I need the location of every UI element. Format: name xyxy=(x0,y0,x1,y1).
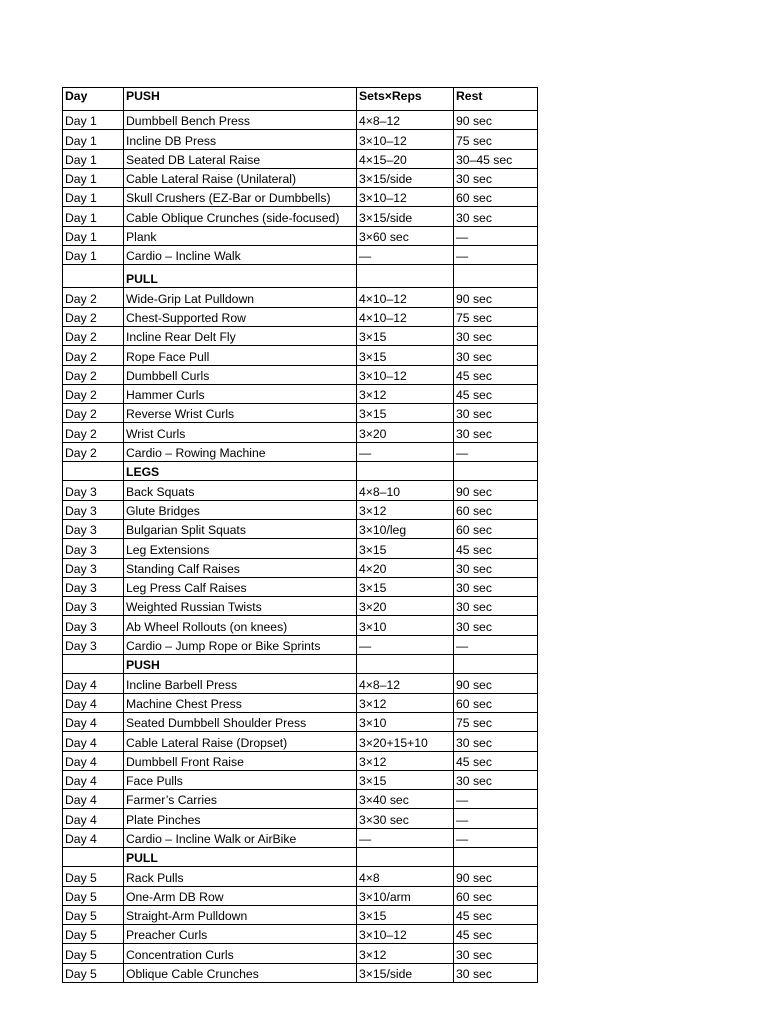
section-rest-cell xyxy=(454,462,538,481)
sets-reps-cell: 3×12 xyxy=(357,944,454,963)
day-cell: Day 3 xyxy=(63,519,124,538)
table-row xyxy=(63,365,538,384)
sets-reps-cell: 3×10–12 xyxy=(357,130,454,149)
rest-cell: 30 sec xyxy=(454,346,538,365)
table-row xyxy=(63,693,538,712)
exercise-cell: One-Arm DB Row xyxy=(124,886,357,905)
table-row xyxy=(63,732,538,751)
rest-cell: — xyxy=(454,790,538,809)
table-row xyxy=(63,207,538,226)
section-sets-cell xyxy=(357,847,454,866)
sets-reps-cell: 3×30 sec xyxy=(357,809,454,828)
sets-reps-cell: 3×20 xyxy=(357,597,454,616)
sets-reps-cell: 4×10–12 xyxy=(357,288,454,307)
rest-cell: 30 sec xyxy=(454,616,538,635)
section-day-cell xyxy=(63,462,124,481)
day-cell: Day 3 xyxy=(63,500,124,519)
rest-cell: 30 sec xyxy=(454,770,538,789)
sets-reps-cell: 3×12 xyxy=(357,384,454,403)
rest-cell: 60 sec xyxy=(454,886,538,905)
rest-cell: 90 sec xyxy=(454,288,538,307)
day-cell: Day 5 xyxy=(63,944,124,963)
sets-reps-cell: — xyxy=(357,635,454,654)
table-row xyxy=(63,963,538,982)
sets-reps-cell: 3×15/side xyxy=(357,168,454,187)
exercise-cell: Wide-Grip Lat Pulldown xyxy=(124,288,357,307)
rest-cell: — xyxy=(454,828,538,847)
sets-reps-cell: 3×10/leg xyxy=(357,519,454,538)
exercise-cell: Ab Wheel Rollouts (on knees) xyxy=(124,616,357,635)
exercise-cell: Concentration Curls xyxy=(124,944,357,963)
sets-reps-cell: 3×10–12 xyxy=(357,925,454,944)
table-row xyxy=(63,867,538,886)
header-exercise: PUSH xyxy=(124,88,357,111)
rest-cell: — xyxy=(454,226,538,245)
rest-cell: 30 sec xyxy=(454,423,538,442)
exercise-cell: Machine Chest Press xyxy=(124,693,357,712)
table-row xyxy=(63,558,538,577)
table-row xyxy=(63,149,538,168)
sets-reps-cell: 3×12 xyxy=(357,751,454,770)
day-cell: Day 1 xyxy=(63,168,124,187)
sets-reps-cell: 3×40 sec xyxy=(357,790,454,809)
sets-reps-cell: 3×10–12 xyxy=(357,365,454,384)
table-row xyxy=(63,905,538,924)
exercise-cell: Dumbbell Curls xyxy=(124,365,357,384)
day-cell: Day 1 xyxy=(63,188,124,207)
exercise-cell: Incline Barbell Press xyxy=(124,674,357,693)
day-cell: Day 1 xyxy=(63,111,124,130)
rest-cell: — xyxy=(454,809,538,828)
exercise-cell: Hammer Curls xyxy=(124,384,357,403)
rest-cell: 30 sec xyxy=(454,963,538,982)
day-cell: Day 3 xyxy=(63,616,124,635)
section-row xyxy=(63,655,538,674)
section-name: PULL xyxy=(124,847,357,866)
table-row xyxy=(63,346,538,365)
sets-reps-cell: 3×15/side xyxy=(357,207,454,226)
exercise-cell: Wrist Curls xyxy=(124,423,357,442)
table-header-row xyxy=(63,88,538,111)
exercise-cell: Farmer’s Carries xyxy=(124,790,357,809)
table-row xyxy=(63,539,538,558)
exercise-cell: Cardio – Incline Walk or AirBike xyxy=(124,828,357,847)
day-cell: Day 4 xyxy=(63,790,124,809)
exercise-cell: Dumbbell Front Raise xyxy=(124,751,357,770)
exercise-cell: Skull Crushers (EZ-Bar or Dumbbells) xyxy=(124,188,357,207)
day-cell: Day 2 xyxy=(63,346,124,365)
table-row xyxy=(63,635,538,654)
exercise-cell: Cable Lateral Raise (Unilateral) xyxy=(124,168,357,187)
header-sets-reps: Sets×Reps xyxy=(357,88,454,111)
table-row xyxy=(63,674,538,693)
section-day-cell xyxy=(63,655,124,674)
rest-cell: 45 sec xyxy=(454,365,538,384)
rest-cell: 60 sec xyxy=(454,188,538,207)
sets-reps-cell: 3×15 xyxy=(357,326,454,345)
section-name: PUSH xyxy=(124,655,357,674)
exercise-cell: Leg Extensions xyxy=(124,539,357,558)
day-cell: Day 1 xyxy=(63,130,124,149)
day-cell: Day 5 xyxy=(63,925,124,944)
sets-reps-cell: 3×15 xyxy=(357,770,454,789)
exercise-cell: Face Pulls xyxy=(124,770,357,789)
section-row xyxy=(63,462,538,481)
rest-cell: 75 sec xyxy=(454,307,538,326)
section-name: LEGS xyxy=(124,462,357,481)
exercise-cell: Leg Press Calf Raises xyxy=(124,577,357,596)
day-cell: Day 5 xyxy=(63,886,124,905)
exercise-cell: Seated Dumbbell Shoulder Press xyxy=(124,712,357,731)
exercise-cell: Seated DB Lateral Raise xyxy=(124,149,357,168)
rest-cell: 30–45 sec xyxy=(454,149,538,168)
sets-reps-cell: 3×15 xyxy=(357,346,454,365)
rest-cell: 45 sec xyxy=(454,905,538,924)
table-row xyxy=(63,500,538,519)
table-row xyxy=(63,326,538,345)
table-row xyxy=(63,828,538,847)
day-cell: Day 3 xyxy=(63,481,124,500)
sets-reps-cell: 3×15 xyxy=(357,577,454,596)
rest-cell: 90 sec xyxy=(454,674,538,693)
day-cell: Day 1 xyxy=(63,207,124,226)
day-cell: Day 4 xyxy=(63,693,124,712)
sets-reps-cell: 4×8–12 xyxy=(357,674,454,693)
sets-reps-cell: 3×12 xyxy=(357,693,454,712)
exercise-cell: Plank xyxy=(124,226,357,245)
day-cell: Day 1 xyxy=(63,246,124,265)
sets-reps-cell: 3×10 xyxy=(357,616,454,635)
day-cell: Day 4 xyxy=(63,732,124,751)
rest-cell: — xyxy=(454,442,538,461)
day-cell: Day 4 xyxy=(63,712,124,731)
table-row xyxy=(63,188,538,207)
exercise-cell: Chest-Supported Row xyxy=(124,307,357,326)
exercise-cell: Dumbbell Bench Press xyxy=(124,111,357,130)
sets-reps-cell: 3×15/side xyxy=(357,963,454,982)
rest-cell: 60 sec xyxy=(454,519,538,538)
table-row xyxy=(63,404,538,423)
rest-cell: — xyxy=(454,635,538,654)
table-row xyxy=(63,519,538,538)
day-cell: Day 3 xyxy=(63,558,124,577)
day-cell: Day 2 xyxy=(63,288,124,307)
table-row xyxy=(63,577,538,596)
sets-reps-cell: 3×15 xyxy=(357,539,454,558)
exercise-cell: Incline Rear Delt Fly xyxy=(124,326,357,345)
rest-cell: 30 sec xyxy=(454,404,538,423)
exercise-cell: Oblique Cable Crunches xyxy=(124,963,357,982)
exercise-cell: Reverse Wrist Curls xyxy=(124,404,357,423)
rest-cell: 90 sec xyxy=(454,867,538,886)
table-row xyxy=(63,442,538,461)
sets-reps-cell: 3×60 sec xyxy=(357,226,454,245)
sets-reps-cell: 3×10 xyxy=(357,712,454,731)
table-row xyxy=(63,790,538,809)
exercise-cell: Plate Pinches xyxy=(124,809,357,828)
sets-reps-cell: — xyxy=(357,828,454,847)
day-cell: Day 3 xyxy=(63,539,124,558)
day-cell: Day 5 xyxy=(63,963,124,982)
table-row xyxy=(63,226,538,245)
table-row xyxy=(63,288,538,307)
exercise-cell: Glute Bridges xyxy=(124,500,357,519)
header-rest: Rest xyxy=(454,88,538,111)
day-cell: Day 2 xyxy=(63,442,124,461)
exercise-cell: Rope Face Pull xyxy=(124,346,357,365)
sets-reps-cell: 3×15 xyxy=(357,905,454,924)
rest-cell: 75 sec xyxy=(454,130,538,149)
sets-reps-cell: 3×20+15+10 xyxy=(357,732,454,751)
rest-cell: 60 sec xyxy=(454,500,538,519)
day-cell: Day 1 xyxy=(63,149,124,168)
exercise-cell: Cardio – Rowing Machine xyxy=(124,442,357,461)
rest-cell: 75 sec xyxy=(454,712,538,731)
table-row xyxy=(63,712,538,731)
rest-cell: 30 sec xyxy=(454,732,538,751)
day-cell: Day 2 xyxy=(63,404,124,423)
day-cell: Day 3 xyxy=(63,635,124,654)
section-row xyxy=(63,265,538,288)
sets-reps-cell: 4×15–20 xyxy=(357,149,454,168)
table-row xyxy=(63,925,538,944)
sets-reps-cell: 4×8 xyxy=(357,867,454,886)
day-cell: Day 2 xyxy=(63,365,124,384)
exercise-cell: Straight-Arm Pulldown xyxy=(124,905,357,924)
exercise-cell: Back Squats xyxy=(124,481,357,500)
rest-cell: 90 sec xyxy=(454,111,538,130)
table-row xyxy=(63,944,538,963)
table-row xyxy=(63,809,538,828)
table-row xyxy=(63,597,538,616)
section-day-cell xyxy=(63,847,124,866)
rest-cell: 45 sec xyxy=(454,751,538,770)
table-row xyxy=(63,481,538,500)
section-name: PULL xyxy=(124,265,357,288)
rest-cell: — xyxy=(454,246,538,265)
rest-cell: 30 sec xyxy=(454,577,538,596)
section-rest-cell xyxy=(454,847,538,866)
rest-cell: 45 sec xyxy=(454,539,538,558)
sets-reps-cell: — xyxy=(357,246,454,265)
sets-reps-cell: 4×8–12 xyxy=(357,111,454,130)
day-cell: Day 3 xyxy=(63,577,124,596)
day-cell: Day 4 xyxy=(63,674,124,693)
exercise-cell: Rack Pulls xyxy=(124,867,357,886)
day-cell: Day 2 xyxy=(63,307,124,326)
table-row xyxy=(63,246,538,265)
rest-cell: 90 sec xyxy=(454,481,538,500)
section-rest-cell xyxy=(454,265,538,288)
rest-cell: 30 sec xyxy=(454,168,538,187)
section-day-cell xyxy=(63,265,124,288)
sets-reps-cell: — xyxy=(357,442,454,461)
sets-reps-cell: 3×15 xyxy=(357,404,454,423)
day-cell: Day 5 xyxy=(63,867,124,886)
table-row xyxy=(63,423,538,442)
exercise-cell: Weighted Russian Twists xyxy=(124,597,357,616)
rest-cell: 30 sec xyxy=(454,944,538,963)
day-cell: Day 1 xyxy=(63,226,124,245)
table-row xyxy=(63,886,538,905)
exercise-cell: Incline DB Press xyxy=(124,130,357,149)
section-row xyxy=(63,847,538,866)
day-cell: Day 2 xyxy=(63,326,124,345)
rest-cell: 30 sec xyxy=(454,558,538,577)
section-sets-cell xyxy=(357,265,454,288)
exercise-cell: Standing Calf Raises xyxy=(124,558,357,577)
rest-cell: 30 sec xyxy=(454,597,538,616)
exercise-cell: Preacher Curls xyxy=(124,925,357,944)
section-rest-cell xyxy=(454,655,538,674)
table-row xyxy=(63,130,538,149)
sets-reps-cell: 3×10/arm xyxy=(357,886,454,905)
day-cell: Day 4 xyxy=(63,770,124,789)
day-cell: Day 4 xyxy=(63,751,124,770)
rest-cell: 45 sec xyxy=(454,384,538,403)
day-cell: Day 4 xyxy=(63,828,124,847)
sets-reps-cell: 4×20 xyxy=(357,558,454,577)
sets-reps-cell: 3×20 xyxy=(357,423,454,442)
exercise-cell: Cardio – Jump Rope or Bike Sprints xyxy=(124,635,357,654)
section-sets-cell xyxy=(357,462,454,481)
day-cell: Day 2 xyxy=(63,384,124,403)
sets-reps-cell: 4×10–12 xyxy=(357,307,454,326)
table-row xyxy=(63,111,538,130)
rest-cell: 30 sec xyxy=(454,326,538,345)
rest-cell: 30 sec xyxy=(454,207,538,226)
workout-table xyxy=(62,87,538,983)
day-cell: Day 2 xyxy=(63,423,124,442)
day-cell: Day 5 xyxy=(63,905,124,924)
table-row xyxy=(63,616,538,635)
exercise-cell: Cable Oblique Crunches (side-focused) xyxy=(124,207,357,226)
sets-reps-cell: 3×10–12 xyxy=(357,188,454,207)
exercise-cell: Bulgarian Split Squats xyxy=(124,519,357,538)
table-row xyxy=(63,751,538,770)
sets-reps-cell: 4×8–10 xyxy=(357,481,454,500)
day-cell: Day 4 xyxy=(63,809,124,828)
sets-reps-cell: 3×12 xyxy=(357,500,454,519)
table-row xyxy=(63,168,538,187)
section-sets-cell xyxy=(357,655,454,674)
table-row xyxy=(63,384,538,403)
exercise-cell: Cable Lateral Raise (Dropset) xyxy=(124,732,357,751)
table-body xyxy=(63,111,538,983)
table-row xyxy=(63,770,538,789)
header-day: Day xyxy=(63,88,124,111)
exercise-cell: Cardio – Incline Walk xyxy=(124,246,357,265)
table-row xyxy=(63,307,538,326)
rest-cell: 60 sec xyxy=(454,693,538,712)
day-cell: Day 3 xyxy=(63,597,124,616)
rest-cell: 45 sec xyxy=(454,925,538,944)
